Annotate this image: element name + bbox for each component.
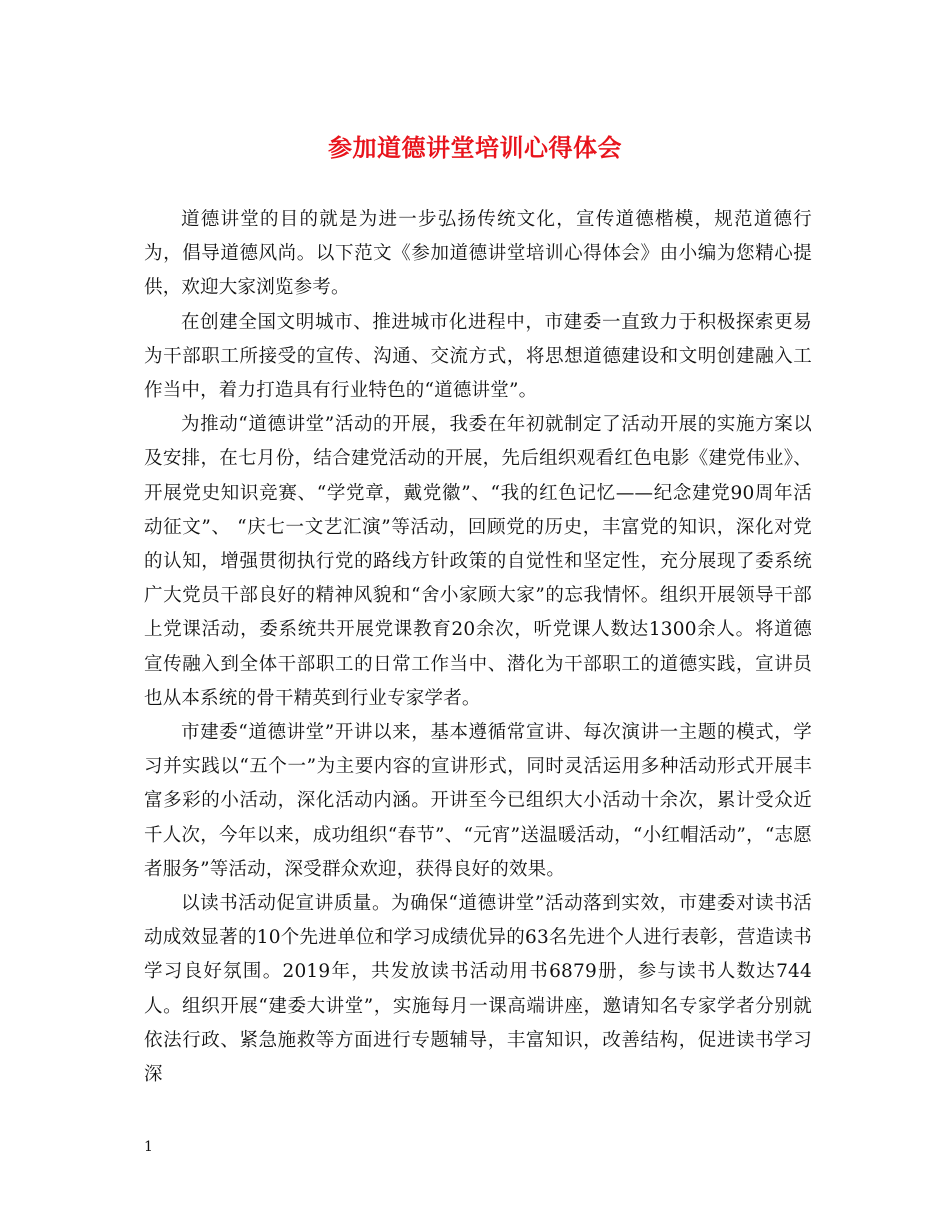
paragraph-activities: 为推动“道德讲堂”活动的开展，我委在年初就制定了活动开展的实施方案以及安排，在七月份，结合建党活动的开展，先后组织观看红色电影《建党伟业》、开展党史知识竞赛、“学党章，戴党徽”、“我的红色记忆——纪念建党90周年活动征文”、 “庆七一文艺汇演”等活动，回顾党的历史，丰富党的知识，深化对党的认知，增强贯彻执行党的路线方针政策的自觉性和坚定性，充分展现了委系统广大党员干部良好的精神风貌和“舍小家顾大家”的忘我情怀。组织开展领导干部上党课活动，委系统共开展党课教育20余次，听党课人数达1300余人。将道德宣传融入到全体干部职工的日常工作当中、潜化为干部职工的道德实践，宣讲员也从本系统的骨干精英到行业专家学者。 bbox=[144, 414, 812, 709]
page-number: 1 bbox=[144, 1139, 153, 1155]
document-body bbox=[144, 203, 812, 1092]
paragraph-lecture-model: 市建委“道德讲堂”开讲以来，基本遵循常宣讲、每次演讲一主题的模式，学习并实践以“五个一”为主要内容的宣讲形式，同时灵活运用多种活动形式开展丰富多彩的小活动，深化活动内涵。开讲至今已组织大小活动十余次，累计受众近千人次，今年以来，成功组织“春节”、“元宵”送温暖活动，“小红帽活动”，“志愿者服务”等活动，深受群众欢迎，获得良好的效果。 bbox=[144, 722, 812, 880]
paragraph-intro: 道德讲堂的目的就是为进一步弘扬传统文化，宣传道德楷模，规范道德行为，倡导道德风尚。以下范文《参加道德讲堂培训心得体会》由小编为您精心提供，欢迎大家浏览参考。 bbox=[144, 209, 812, 299]
paragraph-reading: 以读书活动促宣讲质量。为确保“道德讲堂”活动落到实效，市建委对读书活动成效显著的10个先进单位和学习成绩优异的63名先进个人进行表彰，营造读书学习良好氛围。2019年，共发放读书活动用书6879册，参与读书人数达744人。组织开展“建委大讲堂”，实施每月一课高端讲座，邀请知名专家学者分别就依法行政、紧急施救等方面进行专题辅导，丰富知识，改善结构，促进读书学习深 bbox=[144, 893, 812, 1086]
document-title: 参加道德讲堂培训心得体会 bbox=[328, 133, 622, 162]
paragraph-civilization: 在创建全国文明城市、推进城市化进程中，市建委一直致力于积极探索更易为干部职工所接受的宣传、沟通、交流方式，将思想道德建设和文明创建融入工作当中，着力打造具有行业特色的“道德讲堂”。 bbox=[144, 311, 812, 402]
